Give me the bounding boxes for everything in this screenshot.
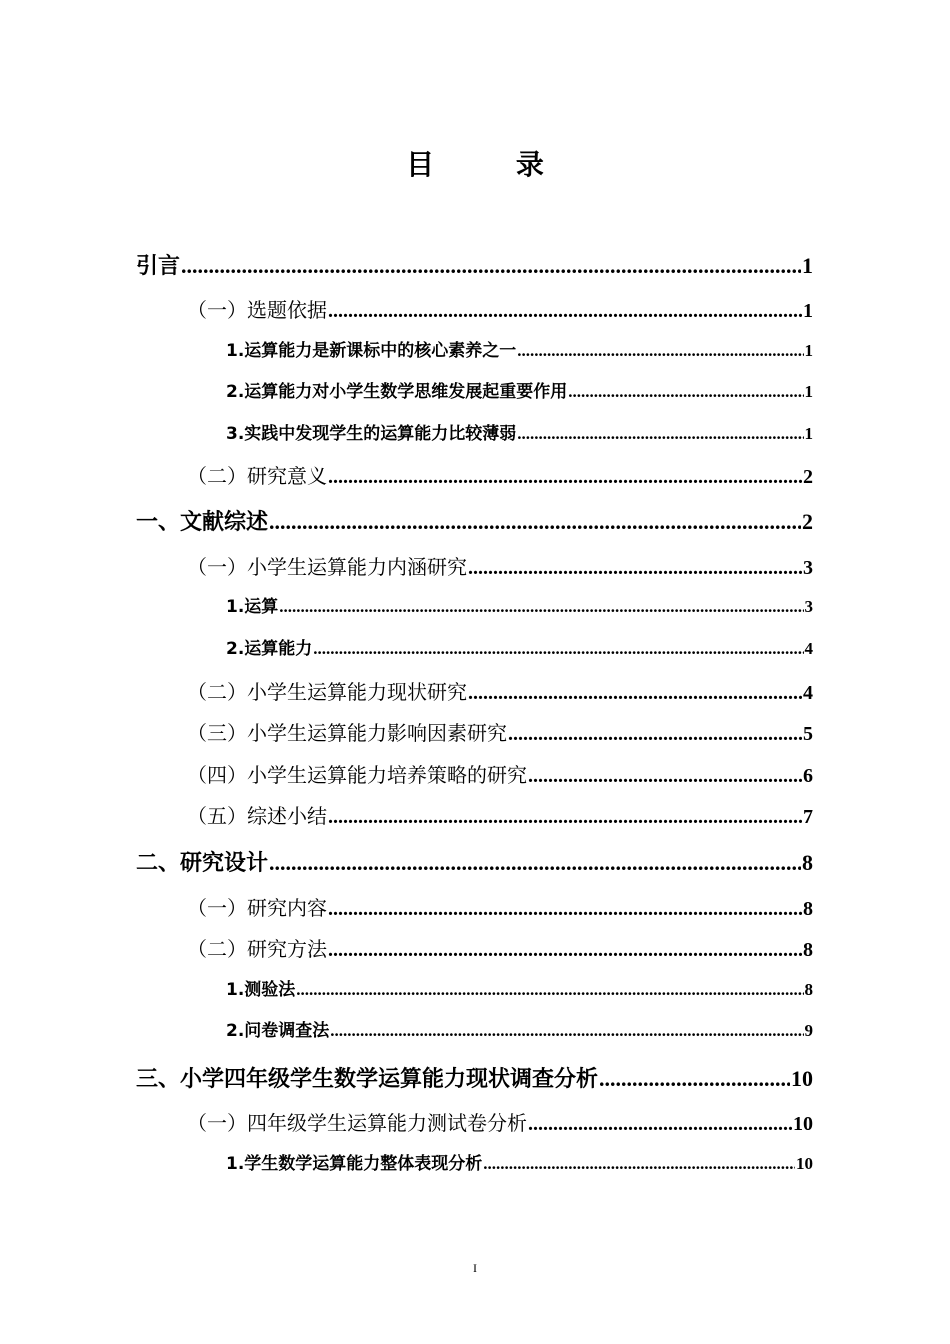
toc-entry[interactable] xyxy=(226,1149,813,1174)
toc-entry-label: 1.学生数学运算能力整体表现分析 xyxy=(226,1154,483,1174)
toc-leader-dots xyxy=(468,682,802,705)
toc-entry[interactable] xyxy=(187,759,813,788)
toc-entry-page: 2 xyxy=(803,466,813,488)
toc-entry[interactable] xyxy=(187,460,813,489)
toc-entry-label: （二）研究意义 xyxy=(187,464,327,488)
toc-entry[interactable] xyxy=(187,717,813,746)
toc-entry-page: 1 xyxy=(804,382,813,401)
toc-leader-dots xyxy=(568,382,803,402)
toc-entry-label: （二）研究方法 xyxy=(187,937,327,961)
toc-entry-label: 2.问卷调查法 xyxy=(226,1021,330,1041)
toc-entry-page: 5 xyxy=(803,723,813,745)
toc-entry-label: （四）小学生运算能力培养策略的研究 xyxy=(187,763,527,787)
toc-entry[interactable] xyxy=(187,892,813,921)
toc-entry-label: 引言 xyxy=(136,254,181,279)
toc-entry-page: 3 xyxy=(803,557,813,579)
toc-entry[interactable] xyxy=(226,975,813,1000)
toc-entry[interactable] xyxy=(136,505,813,536)
toc-entry-label: 1.运算 xyxy=(226,597,279,617)
toc-leader-dots xyxy=(528,765,802,788)
toc-entry-page: 4 xyxy=(803,682,813,704)
toc-entry[interactable] xyxy=(226,634,813,659)
toc-leader-dots xyxy=(599,1066,790,1092)
toc-entry[interactable] xyxy=(187,800,813,829)
toc-entry[interactable] xyxy=(187,1107,813,1136)
toc-entry-label: 3.实践中发现学生的运算能力比较薄弱 xyxy=(226,424,517,444)
toc-leader-dots xyxy=(328,939,802,962)
toc-leader-dots xyxy=(508,723,802,746)
toc-leader-dots xyxy=(296,980,803,1000)
toc-entry-page: 4 xyxy=(804,639,813,658)
toc-leader-dots xyxy=(313,639,803,659)
toc-entry[interactable] xyxy=(187,294,813,323)
toc-entry-page: 10 xyxy=(791,1066,813,1091)
toc-entry[interactable] xyxy=(187,933,813,962)
toc-leader-dots xyxy=(328,300,802,323)
toc-entry-label: （一）研究内容 xyxy=(187,896,327,920)
toc-entry-page: 9 xyxy=(804,1021,813,1040)
toc-leader-dots xyxy=(328,466,802,489)
toc-entry[interactable] xyxy=(226,377,813,402)
toc-entry-page: 8 xyxy=(803,939,813,961)
toc-entry-page: 1 xyxy=(804,341,813,360)
toc-leader-dots xyxy=(517,424,803,444)
toc-entry-label: （一）四年级学生运算能力测试卷分析 xyxy=(187,1111,527,1135)
toc-leader-dots xyxy=(330,1021,803,1041)
toc-entry-label: 2.运算能力 xyxy=(226,639,313,659)
toc-entry-page: 10 xyxy=(793,1113,813,1135)
toc-entry-page: 6 xyxy=(803,765,813,787)
toc-entry-label: 一、文献综述 xyxy=(136,510,269,535)
toc-entry-page: 7 xyxy=(803,806,813,828)
toc-entry-page: 10 xyxy=(796,1154,813,1173)
toc-entry-label: 三、小学四年级学生数学运算能力现状调查分析 xyxy=(136,1067,599,1092)
toc-leader-dots xyxy=(328,806,802,829)
toc-entry[interactable] xyxy=(136,846,813,877)
toc-entry[interactable] xyxy=(136,249,813,280)
toc-entry[interactable] xyxy=(136,1062,813,1093)
page-title: 目 录 xyxy=(406,148,580,181)
toc-leader-dots xyxy=(528,1113,792,1136)
toc-entry-label: （三）小学生运算能力影响因素研究 xyxy=(187,721,507,745)
toc-entry-label: 二、研究设计 xyxy=(136,851,269,876)
toc-entry-page: 8 xyxy=(803,898,813,920)
toc-entry-label: （五）综述小结 xyxy=(187,804,327,828)
toc-entry[interactable] xyxy=(226,1016,813,1041)
toc-entry-label: 1.运算能力是新课标中的核心素养之一 xyxy=(226,341,517,361)
toc-leader-dots xyxy=(517,341,803,361)
toc-entry-page: 1 xyxy=(802,253,813,278)
toc-entry-page: 8 xyxy=(802,850,813,875)
toc-entry-page: 1 xyxy=(803,300,813,322)
toc-entry[interactable] xyxy=(187,551,813,580)
toc-entry-label: （二）小学生运算能力现状研究 xyxy=(187,680,467,704)
toc-leader-dots xyxy=(468,557,802,580)
toc-leader-dots xyxy=(181,253,801,279)
toc-entry-page: 1 xyxy=(804,424,813,443)
toc-leader-dots xyxy=(269,850,801,876)
toc-entry[interactable] xyxy=(226,419,813,444)
footer-page-number: I xyxy=(473,1261,477,1275)
toc-entry-label: （一）小学生运算能力内涵研究 xyxy=(187,555,467,579)
toc-leader-dots xyxy=(328,898,802,921)
toc-entry[interactable] xyxy=(226,336,813,361)
toc-leader-dots xyxy=(269,509,801,535)
toc-entry[interactable] xyxy=(226,592,813,617)
toc-entry-label: 2.运算能力对小学生数学思维发展起重要作用 xyxy=(226,382,568,402)
toc-entry-page: 2 xyxy=(802,509,813,534)
toc-entry-label: 1.测验法 xyxy=(226,980,296,1000)
toc-entry-page: 3 xyxy=(804,597,813,616)
toc-leader-dots xyxy=(483,1154,795,1174)
toc-entry-label: （一）选题依据 xyxy=(187,298,327,322)
toc-leader-dots xyxy=(279,597,803,617)
toc-entry-page: 8 xyxy=(804,980,813,999)
toc-entry[interactable] xyxy=(187,676,813,705)
